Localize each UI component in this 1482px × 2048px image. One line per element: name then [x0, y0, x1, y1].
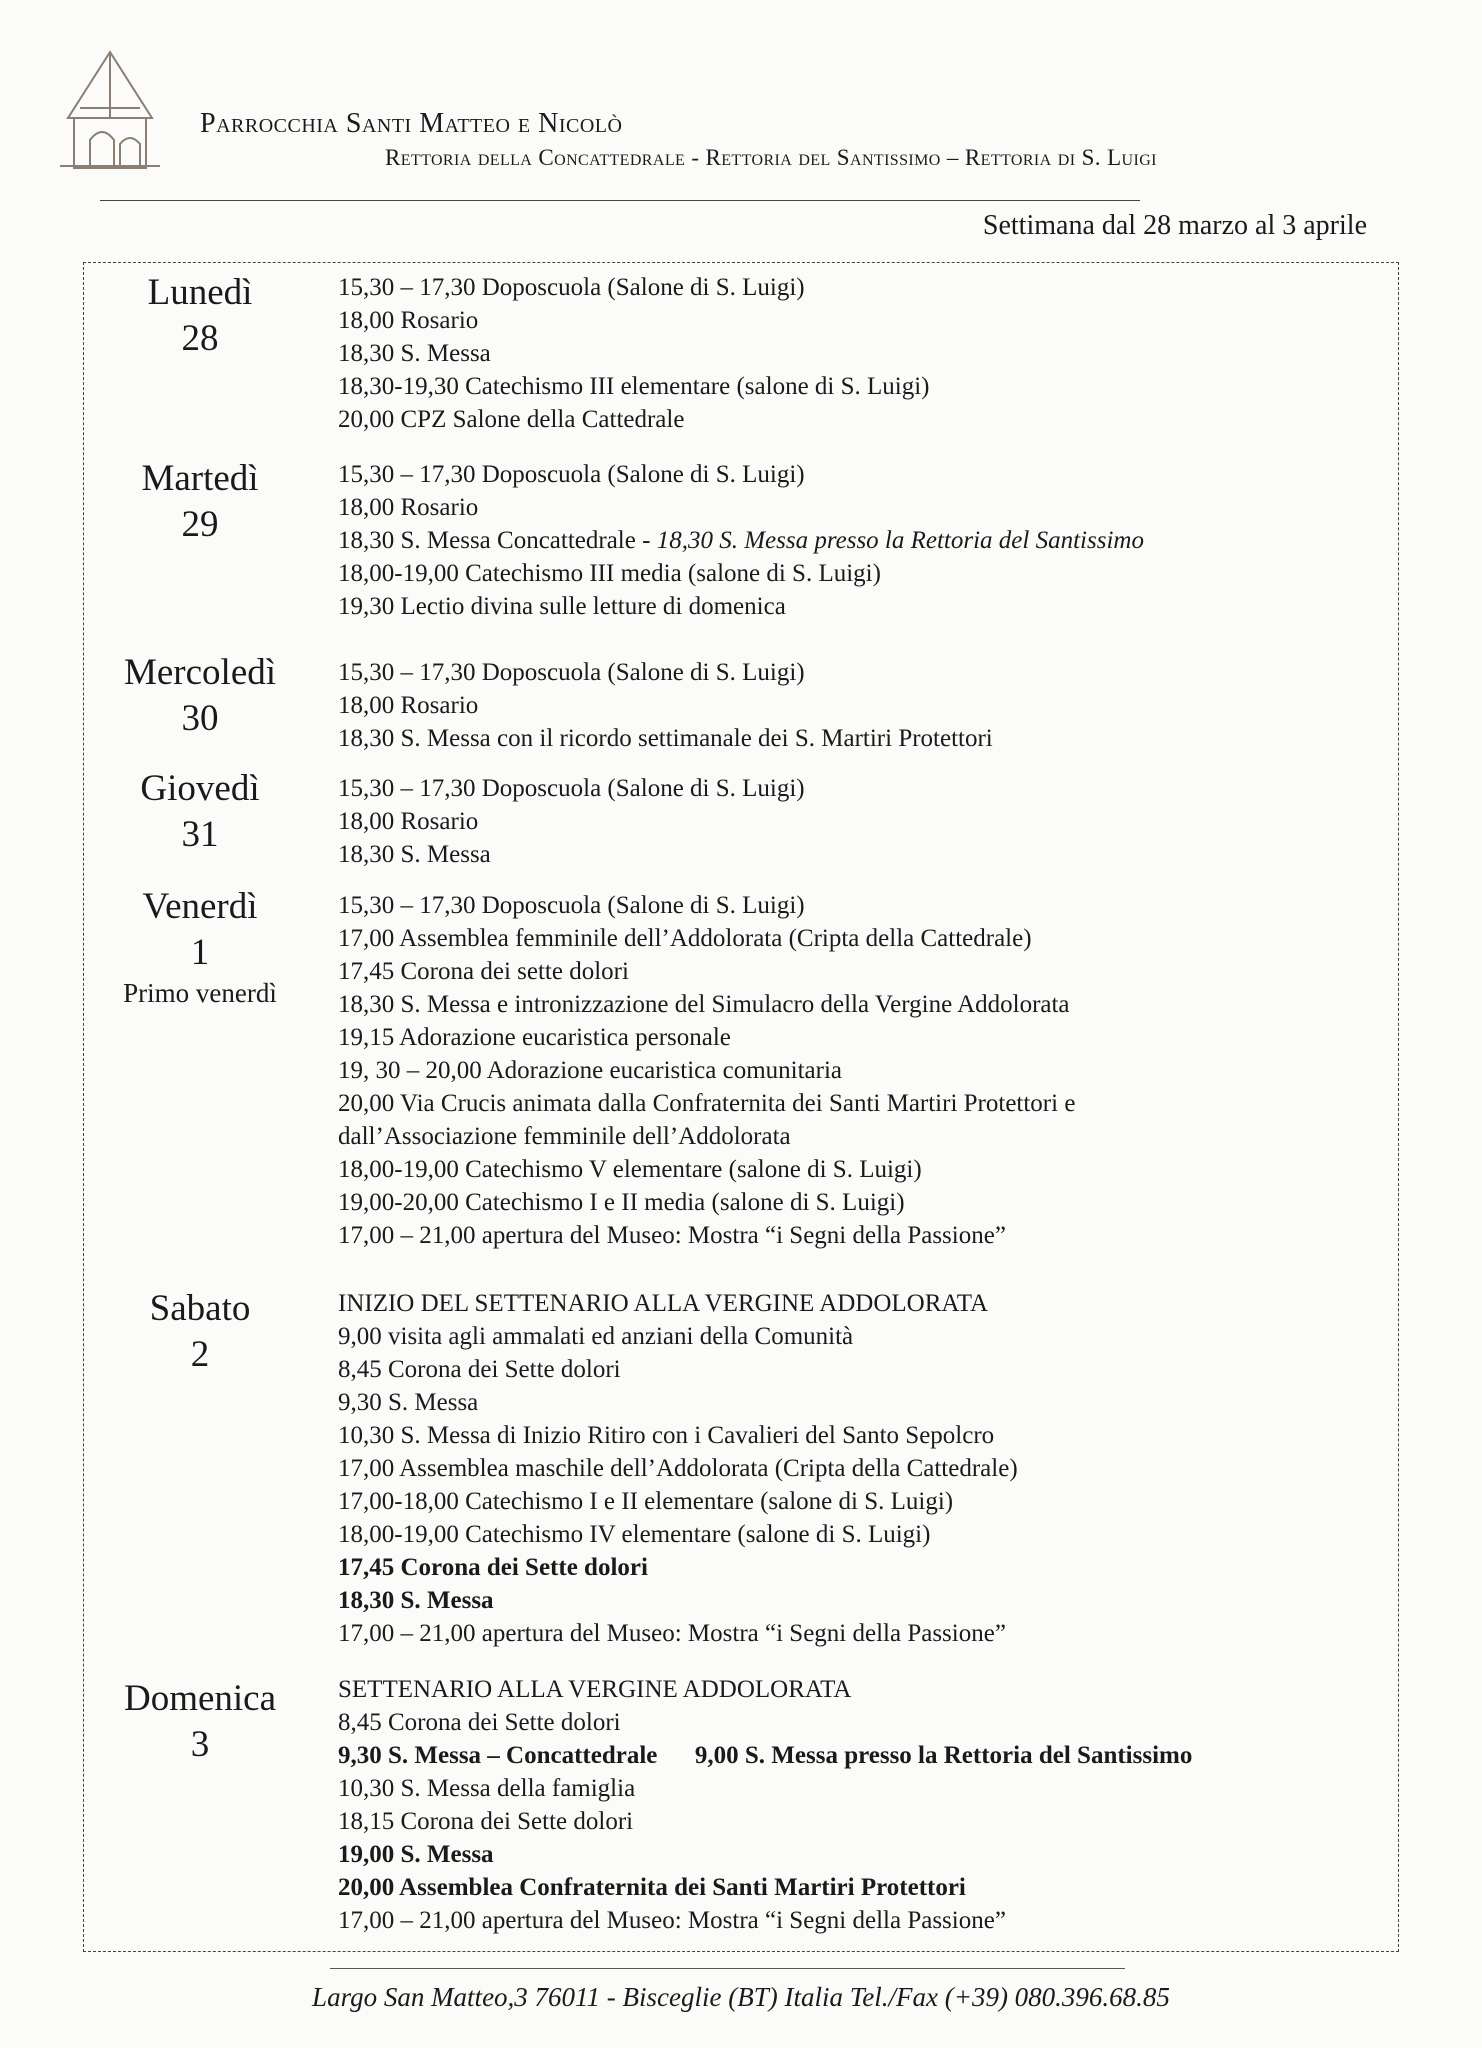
event-list-sunday — [338, 1673, 1192, 1937]
event-item: 17,00-18,00 Catechismo I e II elementare (salone di S. Luigi) — [338, 1488, 954, 1515]
day-label-monday — [82, 270, 318, 362]
event-item: 17,00 – 21,00 apertura del Museo: Mostra “i Segni della Passione” — [338, 1222, 1006, 1249]
event-item: 20,00 Via Crucis animata dalla Confraternita dei Santi Martiri Protettori e — [338, 1090, 1076, 1117]
event-item: 18,30 S. Messa con il ricordo settimanale dei S. Martiri Protettori — [338, 725, 993, 752]
day-number: 29 — [181, 504, 219, 545]
event-item: 18,00 Rosario — [338, 808, 479, 835]
event-item: 18,15 Corona dei Sette dolori — [338, 1808, 634, 1835]
event-text-italic: 18,30 S. Messa presso la Rettoria del Santissimo — [656, 527, 1144, 554]
event-item: INIZIO DEL SETTENARIO ALLA VERGINE ADDOLORATA — [338, 1290, 989, 1317]
day-name: Lunedì — [147, 272, 253, 313]
day-name: Giovedì — [140, 768, 260, 809]
event-list-monday — [338, 271, 930, 436]
day-number: 28 — [181, 318, 219, 359]
event-item: 18,30 S. Messa — [338, 841, 491, 868]
day-name: Mercoledì — [123, 652, 277, 693]
church-logo — [50, 48, 170, 173]
event-list-saturday — [338, 1287, 1018, 1650]
event-item: 18,30-19,30 Catechismo III elementare (salone di S. Luigi) — [338, 373, 930, 400]
event-item: 19,00-20,00 Catechismo I e II media (salone di S. Luigi) — [338, 1189, 905, 1216]
event-item: SETTENARIO ALLA VERGINE ADDOLORATA — [338, 1676, 852, 1703]
event-item: 19,15 Adorazione eucaristica personale — [338, 1024, 731, 1051]
day-label-saturday — [82, 1286, 318, 1378]
event-item: 19, 30 – 20,00 Adorazione eucaristica comunitaria — [338, 1057, 843, 1084]
event-item: 20,00 CPZ Salone della Cattedrale — [338, 406, 685, 433]
footer-divider — [330, 1968, 1125, 1969]
event-item: 18,30 S. Messa e intronizzazione del Simulacro della Vergine Addolorata — [338, 991, 1070, 1018]
day-label-wednesday — [82, 650, 318, 742]
event-item: 17,45 Corona dei sette dolori — [338, 958, 629, 985]
event-item: 10,30 S. Messa di Inizio Ritiro con i Cavalieri del Santo Sepolcro — [338, 1422, 995, 1449]
event-item: 17,00 – 21,00 apertura del Museo: Mostra “i Segni della Passione” — [338, 1620, 1006, 1647]
event-item: 15,30 – 17,30 Doposcuola (Salone di S. Luigi) — [338, 659, 805, 686]
day-number: 2 — [190, 1334, 210, 1375]
event-item: 18,00-19,00 Catechismo V elementare (salone di S. Luigi) — [338, 1156, 922, 1183]
parish-name: Parrocchia Santi Matteo e Nicolò — [200, 108, 623, 139]
header-divider — [100, 200, 1140, 201]
day-number: 30 — [181, 698, 219, 739]
day-number: 3 — [190, 1724, 210, 1765]
event-item: 17,00 – 21,00 apertura del Museo: Mostra “i Segni della Passione” — [338, 1907, 1006, 1934]
day-name: Venerdì — [142, 886, 258, 927]
event-list-thursday — [338, 772, 805, 871]
event-item: 15,30 – 17,30 Doposcuola (Salone di S. Luigi) — [338, 892, 805, 919]
event-item: 18,00 Rosario — [338, 494, 479, 521]
event-item: 17,00 Assemblea maschile dell’Addolorata (Cripta della Cattedrale) — [338, 1455, 1018, 1482]
event-item: 20,00 Assemblea Confraternita dei Santi Martiri Protettori — [338, 1874, 966, 1901]
event-item: 9,30 S. Messa — [338, 1389, 479, 1416]
event-item: 8,45 Corona dei Sette dolori — [338, 1709, 621, 1736]
day-label-friday — [82, 884, 318, 1010]
day-note: Primo venerdì — [123, 978, 277, 1008]
event-item: dall’Associazione femminile dell’Addolorata — [338, 1123, 791, 1150]
event-item — [338, 524, 1144, 557]
day-name: Martedì — [141, 458, 259, 499]
day-name: Domenica — [123, 1678, 277, 1719]
event-text: 18,30 S. Messa Concattedrale - — [338, 527, 657, 554]
event-item: 15,30 – 17,30 Doposcuola (Salone di S. Luigi) — [338, 461, 805, 488]
event-list-tuesday — [338, 458, 1144, 623]
event-item: 15,30 – 17,30 Doposcuola (Salone di S. Luigi) — [338, 775, 805, 802]
week-range: Settimana dal 28 marzo al 3 aprile — [982, 210, 1367, 241]
event-item: 18,00-19,00 Catechismo IV elementare (salone di S. Luigi) — [338, 1521, 931, 1548]
event-item: 18,30 S. Messa — [338, 340, 491, 367]
event-item: 10,30 S. Messa della famiglia — [338, 1775, 636, 1802]
footer-address: Largo San Matteo,3 76011 - Bisceglie (BT) Italia Tel./Fax (+39) 080.396.68.85 — [312, 1982, 1170, 2012]
event-item: 15,30 – 17,30 Doposcuola (Salone di S. Luigi) — [338, 274, 805, 301]
event-list-wednesday — [338, 656, 993, 755]
day-number: 1 — [190, 932, 210, 973]
day-label-sunday — [82, 1676, 318, 1768]
event-item: 9,30 S. Messa – Concattedrale 9,00 S. Messa presso la Rettoria del Santissimo — [338, 1742, 1193, 1769]
event-item: 19,00 S. Messa — [338, 1841, 494, 1868]
event-item: 18,30 S. Messa — [338, 1587, 494, 1614]
parish-subtitle: Rettoria della Concattedrale - Rettoria del Santissimo – Rettoria di S. Luigi — [385, 145, 1157, 170]
day-label-tuesday — [82, 456, 318, 548]
event-item: 17,00 Assemblea femminile dell’Addolorata (Cripta della Cattedrale) — [338, 925, 1032, 952]
event-item: 19,30 Lectio divina sulle letture di domenica — [338, 593, 786, 620]
event-item: 18,00-19,00 Catechismo III media (salone di S. Luigi) — [338, 560, 881, 587]
event-item: 18,00 Rosario — [338, 307, 479, 334]
event-item: 17,45 Corona dei Sette dolori — [338, 1554, 648, 1581]
event-list-friday — [338, 889, 1075, 1252]
event-item: 18,00 Rosario — [338, 692, 479, 719]
event-item: 9,00 visita agli ammalati ed anziani della Comunità — [338, 1323, 854, 1350]
day-number: 31 — [181, 814, 219, 855]
event-item: 8,45 Corona dei Sette dolori — [338, 1356, 621, 1383]
day-label-thursday — [82, 766, 318, 858]
day-name: Sabato — [149, 1288, 251, 1329]
